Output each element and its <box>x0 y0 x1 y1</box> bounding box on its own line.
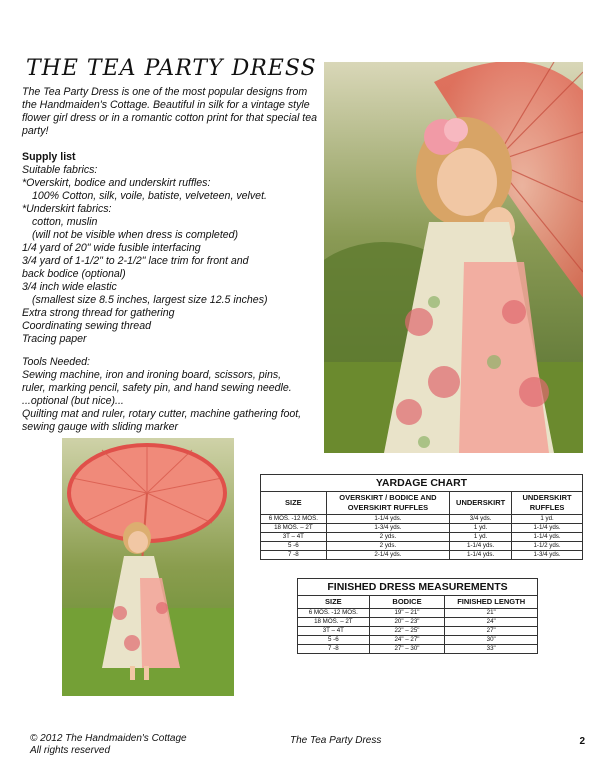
table-cell: 2 yds. <box>326 533 449 542</box>
table-cell: 24" – 27" <box>369 636 445 645</box>
supply-line: (will not be visible when dress is completed) <box>32 229 239 241</box>
tools-line: ruler, marking pencil, safety pin, and hand sewing needle. <box>22 382 292 394</box>
tools-line: ...optional (but nice)... <box>22 395 124 407</box>
intro-paragraph: The Tea Party Dress is one of the most popular designs from the Handmaiden's Cottage. Beautiful in silk for a vintage style flower girl dress or in a romantic cotton print for that special tea party! <box>22 86 317 137</box>
table-cell: 21" <box>445 609 538 618</box>
table-row <box>298 645 538 654</box>
table-cell: 1-1/4 yds. <box>450 542 512 551</box>
supply-line: 1/4 yard of 20" wide fusible interfacing <box>22 242 201 254</box>
table-row <box>261 542 583 551</box>
table-cell: 1 yd. <box>450 524 512 533</box>
copyright-text: © 2012 The Handmaiden's Cottage <box>30 733 187 744</box>
measurements-header: BODICE <box>369 596 445 609</box>
table-cell: 20" – 23" <box>369 618 445 627</box>
page-title: THE TEA PARTY DRESS <box>26 56 317 81</box>
dress-photo-full-image <box>62 438 234 696</box>
table-cell: 1-1/4 yds. <box>512 533 583 542</box>
yardage-header: OVERSKIRT / BODICE AND OVERSKIRT RUFFLES <box>326 492 449 515</box>
table-row <box>298 609 538 618</box>
supply-line: *Overskirt, bodice and underskirt ruffles: <box>22 177 211 189</box>
table-row <box>261 524 583 533</box>
supply-line: back bodice (optional) <box>22 268 126 280</box>
tools-line: Sewing machine, iron and ironing board, scissors, pins, <box>22 369 282 381</box>
table-row <box>298 636 538 645</box>
supply-line: Coordinating sewing thread <box>22 320 151 332</box>
footer-copyright <box>30 733 230 757</box>
table-cell: 5 -6 <box>261 542 327 551</box>
table-cell: 1-3/4 yds. <box>326 524 449 533</box>
tools-list <box>22 356 322 434</box>
table-cell: 30" <box>445 636 538 645</box>
table-cell: 1 yd. <box>512 515 583 524</box>
table-cell: 1-1/2 yds. <box>512 542 583 551</box>
supply-list <box>22 151 322 346</box>
table-row <box>261 515 583 524</box>
table-cell: 5 -6 <box>298 636 370 645</box>
table-row <box>298 618 538 627</box>
table-cell: 19" – 21" <box>369 609 445 618</box>
supply-line: 100% Cotton, silk, voile, batiste, velveteen, velvet. <box>32 190 267 202</box>
rights-text: All rights reserved <box>30 745 111 756</box>
supply-line: Suitable fabrics: <box>22 164 98 176</box>
table-cell: 24" <box>445 618 538 627</box>
supply-line: 3/4 inch wide elastic <box>22 281 117 293</box>
table-cell: 27" <box>445 627 538 636</box>
supply-line: cotton, muslin <box>32 216 98 228</box>
table-cell: 1-1/4 yds. <box>450 551 512 560</box>
supply-line: *Underskirt fabrics: <box>22 203 112 215</box>
measurements-chart-title: FINISHED DRESS MEASUREMENTS <box>297 578 538 595</box>
table-cell: 3T – 4T <box>261 533 327 542</box>
table-row <box>298 627 538 636</box>
table-cell: 18 MOS. – 2T <box>261 524 327 533</box>
yardage-chart <box>260 474 583 560</box>
table-cell: 27" – 30" <box>369 645 445 654</box>
table-cell: 2-1/4 yds. <box>326 551 449 560</box>
dress-photo-full <box>62 438 234 696</box>
table-cell: 18 MOS. – 2T <box>298 618 370 627</box>
table-cell: 33" <box>445 645 538 654</box>
page-number: 2 <box>579 736 585 747</box>
table-cell: 22" – 25" <box>369 627 445 636</box>
dress-photo-closeup-image <box>324 62 583 453</box>
table-cell: 1 yd. <box>450 533 512 542</box>
tools-line: sewing gauge with sliding marker <box>22 421 179 433</box>
table-cell: 3/4 yds. <box>450 515 512 524</box>
table-cell: 2 yds. <box>326 542 449 551</box>
supply-list-heading: Supply list <box>22 151 76 163</box>
yardage-header: UNDERSKIRT RUFFLES <box>512 492 583 515</box>
measurements-header: FINISHED LENGTH <box>445 596 538 609</box>
table-row <box>261 533 583 542</box>
table-cell: 6 MOS. -12 MOS. <box>261 515 327 524</box>
table-cell: 1-1/4 yds. <box>512 524 583 533</box>
yardage-header: UNDERSKIRT <box>450 492 512 515</box>
footer-doc-title: The Tea Party Dress <box>290 735 382 746</box>
supply-line: Tracing paper <box>22 333 87 345</box>
dress-photo-closeup <box>324 62 583 453</box>
supply-line: (smallest size 8.5 inches, largest size 12.5 inches) <box>32 294 268 306</box>
table-cell: 1-1/4 yds. <box>326 515 449 524</box>
yardage-chart-title: YARDAGE CHART <box>260 474 583 491</box>
tools-heading: Tools Needed: <box>22 356 90 368</box>
table-cell: 3T – 4T <box>298 627 370 636</box>
table-cell: 7 -8 <box>261 551 327 560</box>
table-cell: 6 MOS. -12 MOS. <box>298 609 370 618</box>
measurements-header: SIZE <box>298 596 370 609</box>
table-cell: 7 -8 <box>298 645 370 654</box>
table-row <box>261 551 583 560</box>
table-cell: 1-3/4 yds. <box>512 551 583 560</box>
tools-line: Quilting mat and ruler, rotary cutter, machine gathering foot, <box>22 408 302 420</box>
supply-line: 3/4 yard of 1-1/2" to 2-1/2" lace trim for front and <box>22 255 249 267</box>
measurements-chart <box>297 578 538 654</box>
yardage-header: SIZE <box>261 492 327 515</box>
supply-line: Extra strong thread for gathering <box>22 307 175 319</box>
